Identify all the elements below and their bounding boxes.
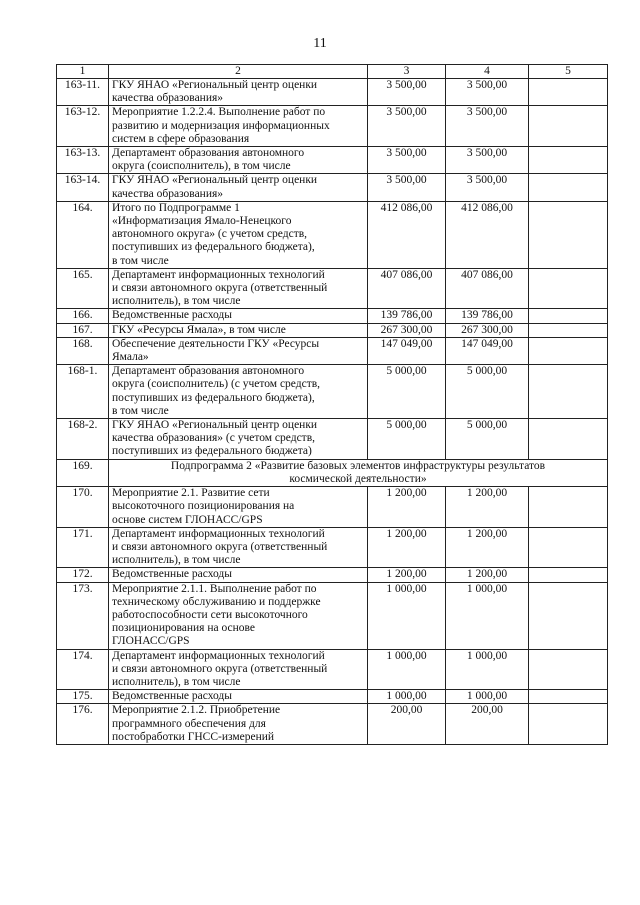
amount-v3: 5 000,00 xyxy=(368,419,446,460)
table-row xyxy=(57,147,608,174)
amount-v4: 3 500,00 xyxy=(446,79,529,106)
subheading-line: Подпрограмма 2 «Развитие базовых элементов инфраструктуры результатов xyxy=(170,459,546,472)
amount-v5 xyxy=(529,106,608,147)
subheading-line: космической деятельности» xyxy=(289,472,427,485)
row-number: 164. xyxy=(57,201,109,268)
amount-v4: 412 086,00 xyxy=(446,201,529,268)
amount-v4: 5 000,00 xyxy=(446,419,529,460)
amount-v4: 267 300,00 xyxy=(446,323,529,337)
description-line: техническому обслуживанию и поддержке xyxy=(112,595,321,608)
row-number: 176. xyxy=(57,704,109,745)
table-header-row xyxy=(57,65,608,79)
amount-v4: 1 200,00 xyxy=(446,487,529,528)
table-row xyxy=(57,79,608,106)
description-line: ГКУ ЯНАО «Региональный центр оценки xyxy=(112,174,318,187)
amount-v5 xyxy=(529,527,608,568)
row-number: 163-13. xyxy=(57,147,109,174)
description-line: ГКУ «Ресурсы Ямала», в том числе xyxy=(112,323,286,336)
amount-v5 xyxy=(529,649,608,690)
row-number: 168. xyxy=(57,337,109,364)
description-line: качества образования» xyxy=(112,92,224,105)
row-number: 165. xyxy=(57,268,109,309)
description-line: Ведомственные расходы xyxy=(112,309,233,322)
amount-v3: 1 000,00 xyxy=(368,582,446,649)
description-line: высокоточного позиционирования на xyxy=(112,500,295,513)
description-line: и связи автономного округа (ответственный xyxy=(112,662,328,675)
description-line: основе систем ГЛОНАСС/GPS xyxy=(112,513,263,526)
description-line: Ведомственные расходы xyxy=(112,690,233,703)
table-row xyxy=(57,309,608,323)
amount-v3: 407 086,00 xyxy=(368,268,446,309)
table-subheading-row xyxy=(57,459,608,486)
table-row xyxy=(57,106,608,147)
amount-v3: 3 500,00 xyxy=(368,106,446,147)
amount-v4: 407 086,00 xyxy=(446,268,529,309)
row-description xyxy=(109,690,368,704)
table-row xyxy=(57,649,608,690)
description-line: округа (соисполнитель), в том числе xyxy=(112,160,291,173)
amount-v3: 412 086,00 xyxy=(368,201,446,268)
row-number: 168-1. xyxy=(57,365,109,419)
description-line: исполнитель), в том числе xyxy=(112,295,241,308)
table-row xyxy=(57,487,608,528)
row-number: 173. xyxy=(57,582,109,649)
description-line: систем в сфере образования xyxy=(112,132,250,145)
row-description xyxy=(109,365,368,419)
row-description xyxy=(109,527,368,568)
row-description xyxy=(109,79,368,106)
description-line: позиционирования на основе xyxy=(112,622,255,635)
row-description xyxy=(109,704,368,745)
table-row xyxy=(57,419,608,460)
table-row xyxy=(57,690,608,704)
amount-v5 xyxy=(529,309,608,323)
amount-v5 xyxy=(529,201,608,268)
description-line: исполнитель), в том числе xyxy=(112,554,241,567)
amount-v3: 5 000,00 xyxy=(368,365,446,419)
amount-v3: 1 000,00 xyxy=(368,690,446,704)
row-number: 170. xyxy=(57,487,109,528)
row-description xyxy=(109,323,368,337)
amount-v3: 1 000,00 xyxy=(368,649,446,690)
amount-v4: 147 049,00 xyxy=(446,337,529,364)
description-line: ГКУ ЯНАО «Региональный центр оценки xyxy=(112,419,318,432)
amount-v5 xyxy=(529,174,608,201)
description-line: поступивших из федерального бюджета), xyxy=(112,241,315,254)
row-description xyxy=(109,568,368,582)
row-description xyxy=(109,147,368,174)
amount-v3: 1 200,00 xyxy=(368,527,446,568)
row-number: 168-2. xyxy=(57,419,109,460)
amount-v5 xyxy=(529,419,608,460)
column-header: 5 xyxy=(529,65,608,79)
amount-v4: 1 000,00 xyxy=(446,582,529,649)
table-row xyxy=(57,704,608,745)
table-row xyxy=(57,582,608,649)
column-header: 3 xyxy=(368,65,446,79)
description-line: округа (соисполнитель) (с учетом средств, xyxy=(112,378,321,391)
description-line: и связи автономного округа (ответственный xyxy=(112,282,328,295)
amount-v3: 1 200,00 xyxy=(368,487,446,528)
description-line: качества образования» (с учетом средств, xyxy=(112,432,316,445)
amount-v5 xyxy=(529,690,608,704)
row-number: 172. xyxy=(57,568,109,582)
table-row xyxy=(57,201,608,268)
row-description xyxy=(109,337,368,364)
description-line: Итого по Подпрограмме 1 xyxy=(112,201,240,214)
description-line: Департамент информационных технологий xyxy=(112,649,325,662)
table-row xyxy=(57,323,608,337)
description-line: Мероприятие 1.2.2.4. Выполнение работ по xyxy=(112,106,326,119)
description-line: ГКУ ЯНАО «Региональный центр оценки xyxy=(112,79,318,91)
description-line: Департамент образования автономного xyxy=(112,147,305,160)
description-line: работоспособности сети высокоточного xyxy=(112,608,308,621)
amount-v4: 3 500,00 xyxy=(446,174,529,201)
description-line: в том числе xyxy=(112,254,169,267)
amount-v4: 5 000,00 xyxy=(446,365,529,419)
column-header: 1 xyxy=(57,65,109,79)
row-description xyxy=(109,106,368,147)
amount-v3: 267 300,00 xyxy=(368,323,446,337)
amount-v5 xyxy=(529,487,608,528)
table-row xyxy=(57,365,608,419)
row-description xyxy=(109,419,368,460)
row-description xyxy=(109,649,368,690)
description-line: программного обеспечения для xyxy=(112,717,266,730)
row-number: 169. xyxy=(57,459,109,486)
row-number: 163-11. xyxy=(57,79,109,106)
description-line: ГЛОНАСС/GPS xyxy=(112,635,190,648)
row-description xyxy=(109,174,368,201)
description-line: Департамент образования автономного xyxy=(112,365,305,378)
column-header: 4 xyxy=(446,65,529,79)
table-row xyxy=(57,568,608,582)
description-line: «Информатизация Ямало-Ненецкого xyxy=(112,215,292,228)
description-line: Мероприятие 2.1.2. Приобретение xyxy=(112,704,281,717)
amount-v4: 1 000,00 xyxy=(446,690,529,704)
amount-v5 xyxy=(529,365,608,419)
row-description xyxy=(109,582,368,649)
description-line: Департамент информационных технологий xyxy=(112,268,325,281)
amount-v5 xyxy=(529,582,608,649)
amount-v3: 3 500,00 xyxy=(368,79,446,106)
row-description xyxy=(109,309,368,323)
amount-v5 xyxy=(529,568,608,582)
description-line: поступивших из федерального бюджета), xyxy=(112,391,315,404)
row-number: 171. xyxy=(57,527,109,568)
amount-v4: 139 786,00 xyxy=(446,309,529,323)
description-line: Департамент информационных технологий xyxy=(112,527,325,540)
description-line: постобработки ГНСС-измерений xyxy=(112,730,275,743)
row-number: 166. xyxy=(57,309,109,323)
description-line: и связи автономного округа (ответственный xyxy=(112,540,328,553)
description-line: развитию и модернизация информационных xyxy=(112,119,330,132)
row-description xyxy=(109,268,368,309)
row-description xyxy=(109,201,368,268)
budget-table xyxy=(56,64,608,745)
amount-v3: 3 500,00 xyxy=(368,147,446,174)
amount-v5 xyxy=(529,337,608,364)
description-line: Мероприятие 2.1. Развитие сети xyxy=(112,487,270,500)
description-line: Мероприятие 2.1.1. Выполнение работ по xyxy=(112,582,317,595)
table-row xyxy=(57,268,608,309)
row-number: 174. xyxy=(57,649,109,690)
description-line: автономного округа» (с учетом средств, xyxy=(112,228,308,241)
table-body xyxy=(57,79,608,745)
amount-v5 xyxy=(529,268,608,309)
amount-v5 xyxy=(529,704,608,745)
description-line: Обеспечение деятельности ГКУ «Ресурсы xyxy=(112,337,320,350)
description-line: Ведомственные расходы xyxy=(112,568,233,581)
amount-v3: 139 786,00 xyxy=(368,309,446,323)
description-line: Ямала» xyxy=(112,351,149,364)
subprogram-heading xyxy=(109,459,608,486)
description-line: в том числе xyxy=(112,404,169,417)
column-header: 2 xyxy=(109,65,368,79)
amount-v4: 3 500,00 xyxy=(446,106,529,147)
description-line: исполнитель), в том числе xyxy=(112,675,241,688)
amount-v5 xyxy=(529,79,608,106)
amount-v4: 1 200,00 xyxy=(446,568,529,582)
row-description xyxy=(109,487,368,528)
table-row xyxy=(57,337,608,364)
amount-v4: 1 200,00 xyxy=(446,527,529,568)
description-line: качества образования» xyxy=(112,187,224,200)
amount-v5 xyxy=(529,147,608,174)
amount-v4: 1 000,00 xyxy=(446,649,529,690)
amount-v3: 3 500,00 xyxy=(368,174,446,201)
amount-v3: 1 200,00 xyxy=(368,568,446,582)
amount-v5 xyxy=(529,323,608,337)
row-number: 163-14. xyxy=(57,174,109,201)
amount-v4: 3 500,00 xyxy=(446,147,529,174)
row-number: 167. xyxy=(57,323,109,337)
row-number: 163-12. xyxy=(57,106,109,147)
row-number: 175. xyxy=(57,690,109,704)
amount-v3: 200,00 xyxy=(368,704,446,745)
description-line: поступивших из федерального бюджета) xyxy=(112,445,312,458)
amount-v3: 147 049,00 xyxy=(368,337,446,364)
amount-v4: 200,00 xyxy=(446,704,529,745)
table-row xyxy=(57,527,608,568)
table-row xyxy=(57,174,608,201)
page-number: 11 xyxy=(313,36,327,51)
